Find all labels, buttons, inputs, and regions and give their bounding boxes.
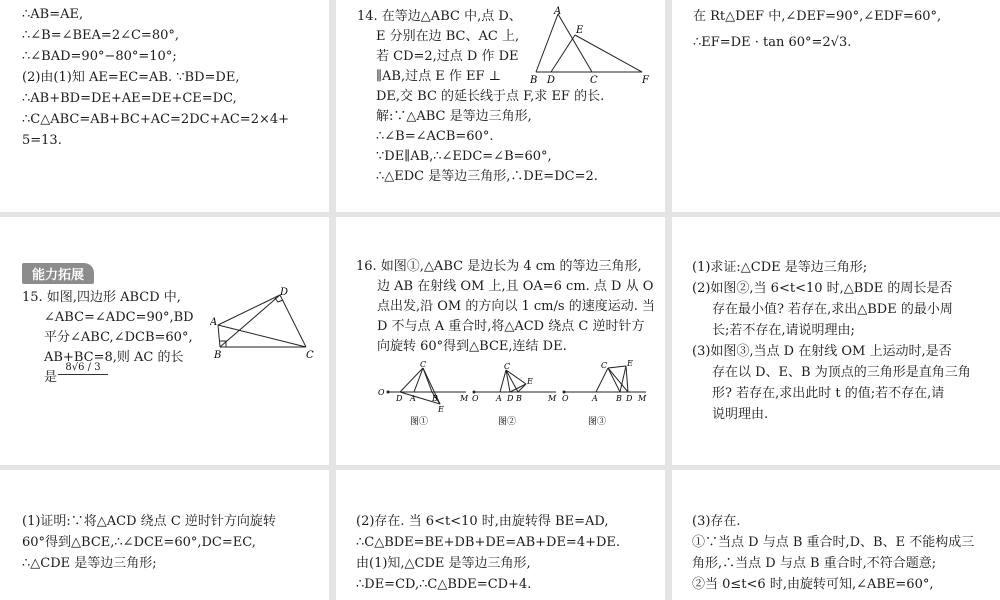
- p1-line: ∴AB+BD=DE+AE=DE+CE=DC,: [22, 91, 237, 106]
- label-F: F: [642, 75, 649, 86]
- label-A: A: [496, 394, 502, 403]
- triangle-figure-14: [526, 6, 656, 86]
- label-B: B: [432, 394, 438, 403]
- answer-blank: 8√6 / 3: [58, 362, 108, 375]
- p1-line: (2)由(1)知 AE=EC=AB. ∵BD=DE,: [22, 70, 240, 85]
- p2-line: 若 CD=2,过点 D 作 DE: [376, 49, 519, 64]
- label-O: O: [562, 394, 569, 403]
- p1-line: 5=13.: [22, 133, 62, 148]
- panel-p2: [336, 0, 665, 212]
- label-E: E: [627, 360, 633, 368]
- p1-line: ∴C△ABC=AB+BC+AC=2DC+AC=2×4+: [22, 112, 290, 127]
- fig-caption-3: 图③: [588, 417, 607, 427]
- p7-line: ∴△CDE 是等边三角形;: [22, 556, 157, 571]
- p8-line: ∴DE=CD,∴C△BDE=CD+4.: [356, 577, 532, 592]
- label-M: M: [460, 394, 469, 403]
- p4-line: 15. 如图,四边形 ABCD 中,: [22, 290, 181, 305]
- p6-line: (2)如图②,当 6<t<10 时,△BDE 的周长是否: [692, 281, 953, 296]
- p9-line: (3)存在.: [692, 514, 741, 529]
- p4-line: ∠ABC=∠ADC=90°,BD: [44, 310, 194, 325]
- p5-line: 边 AB 在射线 OM 上,且 OA=6 cm. 点 D 从 O: [377, 279, 654, 294]
- label-A: A: [554, 6, 562, 17]
- p5-line: D 不与点 A 重合时,将△ACD 绕点 C 逆时针方: [377, 319, 645, 334]
- label-C: C: [504, 362, 511, 371]
- p5-line: 点出发,沿 OM 的方向以 1 cm/s 的速度运动. 当: [377, 299, 655, 314]
- p3-line: 在 Rt△DEF 中,∠DEF=90°,∠EDF=60°,: [693, 9, 942, 24]
- label-B: B: [530, 75, 538, 86]
- label-B: B: [516, 394, 522, 403]
- p1-line: ∴AB=AE,: [22, 7, 84, 22]
- p2-line: 14. 在等边△ABC 中,点 D、: [357, 9, 522, 24]
- p8-line: 由(1)知,△CDE 是等边三角形,: [356, 556, 531, 571]
- label-E: E: [576, 25, 584, 36]
- panel-p6: [672, 217, 1000, 465]
- p6-line: 形? 若存在,求出此时 t 的值;若不存在,请: [712, 386, 945, 401]
- label-B: B: [214, 350, 222, 361]
- label-E: E: [527, 377, 533, 386]
- label-D: D: [547, 75, 556, 86]
- p6-line: 长;若不存在,请说明理由;: [712, 323, 855, 338]
- label-O: O: [472, 394, 479, 403]
- p8-line: ∴C△BDE=BE+DB+DE=AB+DE=4+DE.: [356, 535, 621, 550]
- label-C: C: [420, 360, 427, 369]
- p4-line: 平分∠ABC,∠DCB=60°,: [44, 330, 193, 345]
- p2-line: ∴△EDC 是等边三角形,∴DE=DC=2.: [376, 169, 598, 184]
- label-D: D: [507, 394, 514, 403]
- p6-line: (1)求证:△CDE 是等边三角形;: [692, 260, 868, 275]
- p5-line: 向旋转 60°得到△BCE,连结 DE.: [377, 339, 567, 354]
- p7-line: 60°得到△BCE,∴∠DCE=60°,DC=EC,: [22, 535, 256, 550]
- p2-line: 解:∵△ABC 是等边三角形,: [376, 109, 532, 124]
- p6-line: 存在最小值? 若存在,求出△BDE 的最小周: [712, 302, 953, 317]
- p3-line: ∴EF=DE · tan 60°=2√3.: [693, 35, 852, 50]
- p4-line: AB+BC=8,则 AC 的长: [44, 350, 184, 365]
- p5-line: 16. 如图①,△ABC 是边长为 4 cm 的等边三角形,: [356, 259, 642, 274]
- fig-caption-2: 图②: [498, 417, 517, 427]
- label-A: A: [410, 394, 416, 403]
- p6-line: (3)如图③,当点 D 在射线 OM 上运动时,是否: [692, 344, 952, 359]
- label-D: D: [280, 287, 289, 298]
- label-D: D: [626, 394, 633, 403]
- p2-line: DE,交 BC 的延长线于点 F,求 EF 的长.: [376, 89, 605, 104]
- p9-line: ①∵当点 D 与点 B 重合时,D、B、E 不能构成三: [692, 535, 975, 550]
- panel-p3: [672, 0, 1000, 212]
- panel-p5: [336, 217, 665, 465]
- p1-line: ∴∠B=∠BEA=2∠C=80°,: [22, 28, 180, 43]
- p6-line: 说明理由.: [712, 407, 769, 422]
- quadrilateral-figure-15: [210, 283, 325, 363]
- label-E: E: [438, 405, 444, 414]
- label-A: A: [210, 317, 218, 328]
- p2-line: ∵DE∥AB,∴∠EDC=∠B=60°,: [376, 149, 552, 164]
- motion-figures-16: [376, 360, 665, 432]
- label-D: D: [396, 394, 403, 403]
- section-tag: 能力拓展: [22, 263, 94, 284]
- label-C: C: [306, 350, 314, 361]
- label-O: O: [378, 388, 385, 397]
- p4-line: 是: [44, 370, 58, 385]
- panel-p9: [672, 470, 1000, 600]
- label-C: C: [601, 361, 608, 370]
- panel-p8: [336, 470, 665, 600]
- label-M: M: [638, 394, 647, 403]
- panel-p1: [0, 0, 329, 212]
- p8-line: (2)存在. 当 6<t<10 时,由旋转得 BE=AD,: [356, 514, 609, 529]
- label-M: M: [548, 394, 557, 403]
- label-B: B: [616, 394, 622, 403]
- label-A: A: [592, 394, 598, 403]
- p1-line: ∴∠BAD=90°−80°=10°;: [22, 49, 177, 64]
- p9-line: ②当 0≤t<6 时,由旋转可知,∠ABE=60°,: [692, 577, 934, 592]
- panel-p4: [0, 217, 329, 465]
- p2-line: ∴∠B=∠ACB=60°.: [376, 129, 494, 144]
- label-C: C: [590, 75, 598, 86]
- p2-line: ∥AB,过点 E 作 EF ⊥: [376, 69, 501, 84]
- p6-line: 存在以 D、E、B 为顶点的三角形是直角三角: [712, 365, 971, 380]
- fig-caption-1: 图①: [410, 417, 429, 427]
- p7-line: (1)证明:∵将△ACD 绕点 C 逆时针方向旋转: [22, 514, 276, 529]
- panel-p7: [0, 470, 329, 600]
- p2-line: E 分别在边 BC、AC 上,: [376, 29, 520, 44]
- p9-line: 角形,∴当点 D 与点 B 重合时,不符合题意;: [692, 556, 937, 571]
